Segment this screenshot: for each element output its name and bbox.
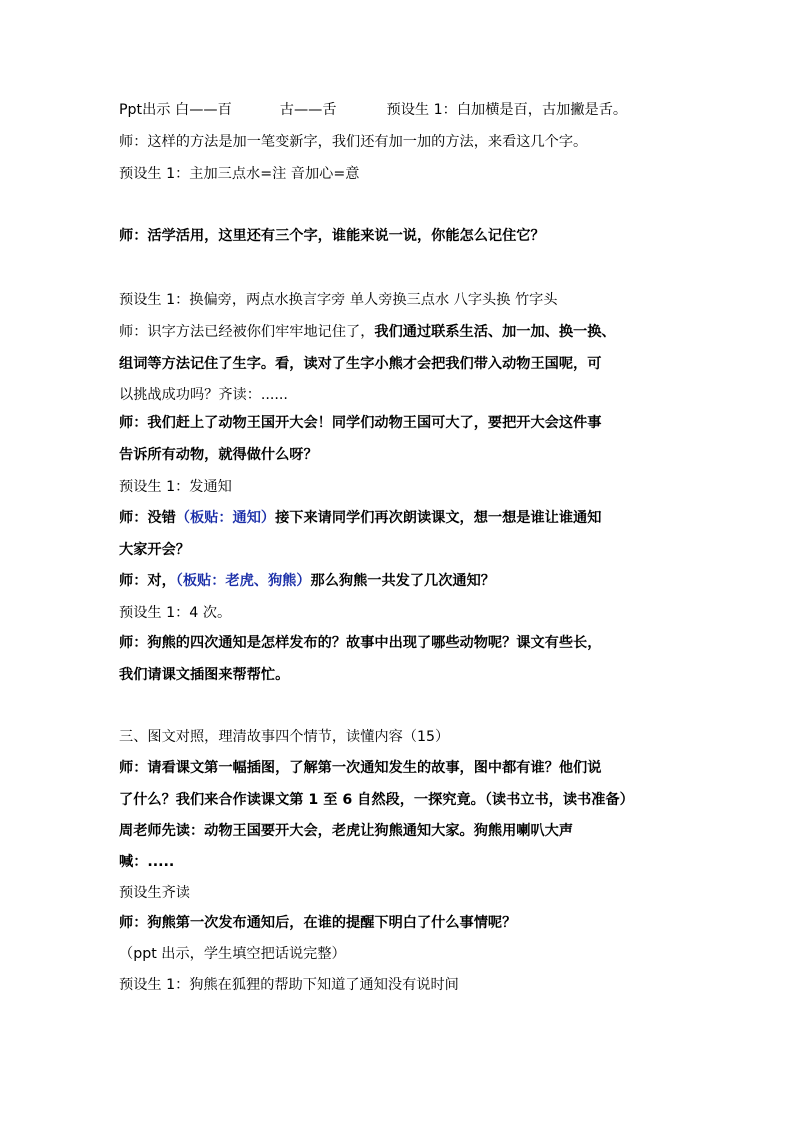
student-line: 预设生 1：换偏旁，两点水换言字旁 单人旁换三点水 八字头换 竹字头 (119, 292, 558, 308)
ppt-text-2: 古——舌 (279, 102, 337, 118)
teacher-text: 接下来请同学们再次朗读课文，想一想是谁让谁通知 (275, 510, 602, 526)
teacher-line: 师：狗熊第一次发布通知后，在谁的提醒下明白了什么事情呢？ (119, 915, 517, 931)
teacher-line: 以挑战成功吗？齐读：...... (119, 387, 288, 403)
teacher-text-bold: 我们通过联系生活、加一加、换一换、 (374, 324, 616, 340)
teacher-text: 师：没错 (119, 510, 176, 526)
teacher-line: 师：这样的方法是加一笔变新字，我们还有加一加的方法，来看这几个字。 (119, 134, 588, 150)
teacher-text: 那么狗熊一共发了几次通知？ (310, 573, 495, 589)
teacher-line: 我们请课文插图来帮帮忙。 (119, 667, 290, 683)
teacher-line: 了什么？我们来合作读课文第 1 至 6 自然段，一探究竟。（读书立书，读书准备） (119, 792, 634, 808)
teacher-text: 师：识字方法已经被你们牢牢地记住了， (119, 324, 375, 340)
teacher-line: 师：狗熊的四次通知是怎样发布的？故事中出现了哪些动物呢？课文有些长， (119, 635, 602, 651)
section-heading: 三、图文对照，理清故事四个情节，读懂内容（15） (119, 729, 450, 745)
teacher-line: 大家开会？ (119, 542, 190, 558)
teacher-line: 喊：..... (119, 854, 175, 870)
board-note: （板贴：通知） (175, 510, 276, 526)
teacher-text: 师：对， (119, 573, 176, 589)
teacher-line (119, 508, 699, 528)
teacher-line: 告诉所有动物，就得做什么呀？ (119, 447, 318, 463)
teacher-line: 师：请看课文第一幅插图，了解第一次通知发生的故事，图中都有谁？他们说 (119, 760, 602, 776)
teacher-line (119, 571, 699, 591)
ppt-text-3: 预设生 1：白加横是百，古加撇是舌。 (386, 102, 628, 118)
student-line: 预设生 1：发通知 (119, 479, 232, 495)
student-line: 预设生 1：主加三点水=注 音加心=意 (119, 166, 360, 182)
ppt-note: （ppt 出示，学生填空把话说完整） (119, 946, 346, 962)
student-line: 预设生齐读 (119, 885, 190, 901)
teacher-line: 组词等方法记住了生字。看，读对了生字小熊才会把我们带入动物王国呢，可 (119, 356, 602, 372)
teacher-line: 师：我们赶上了动物王国开大会！同学们动物王国可大了，要把开大会这件事 (119, 415, 602, 431)
ppt-text-1: Ppt出示 白——百 (119, 102, 232, 118)
teacher-line: 周老师先读：动物王国要开大会，老虎让狗熊通知大家。狗熊用喇叭大声 (119, 823, 574, 839)
ppt-line (119, 100, 699, 120)
student-line: 预设生 1：狗熊在狐狸的帮助下知道了通知没有说时间 (119, 977, 459, 993)
board-note: （板贴：老虎、狗熊） (175, 573, 311, 589)
student-line: 预设生 1：4 次。 (119, 605, 232, 621)
teacher-line (119, 322, 699, 342)
teacher-line: 师：活学活用，这里还有三个字，谁能来说一说，你能怎么记住它？ (119, 228, 545, 244)
